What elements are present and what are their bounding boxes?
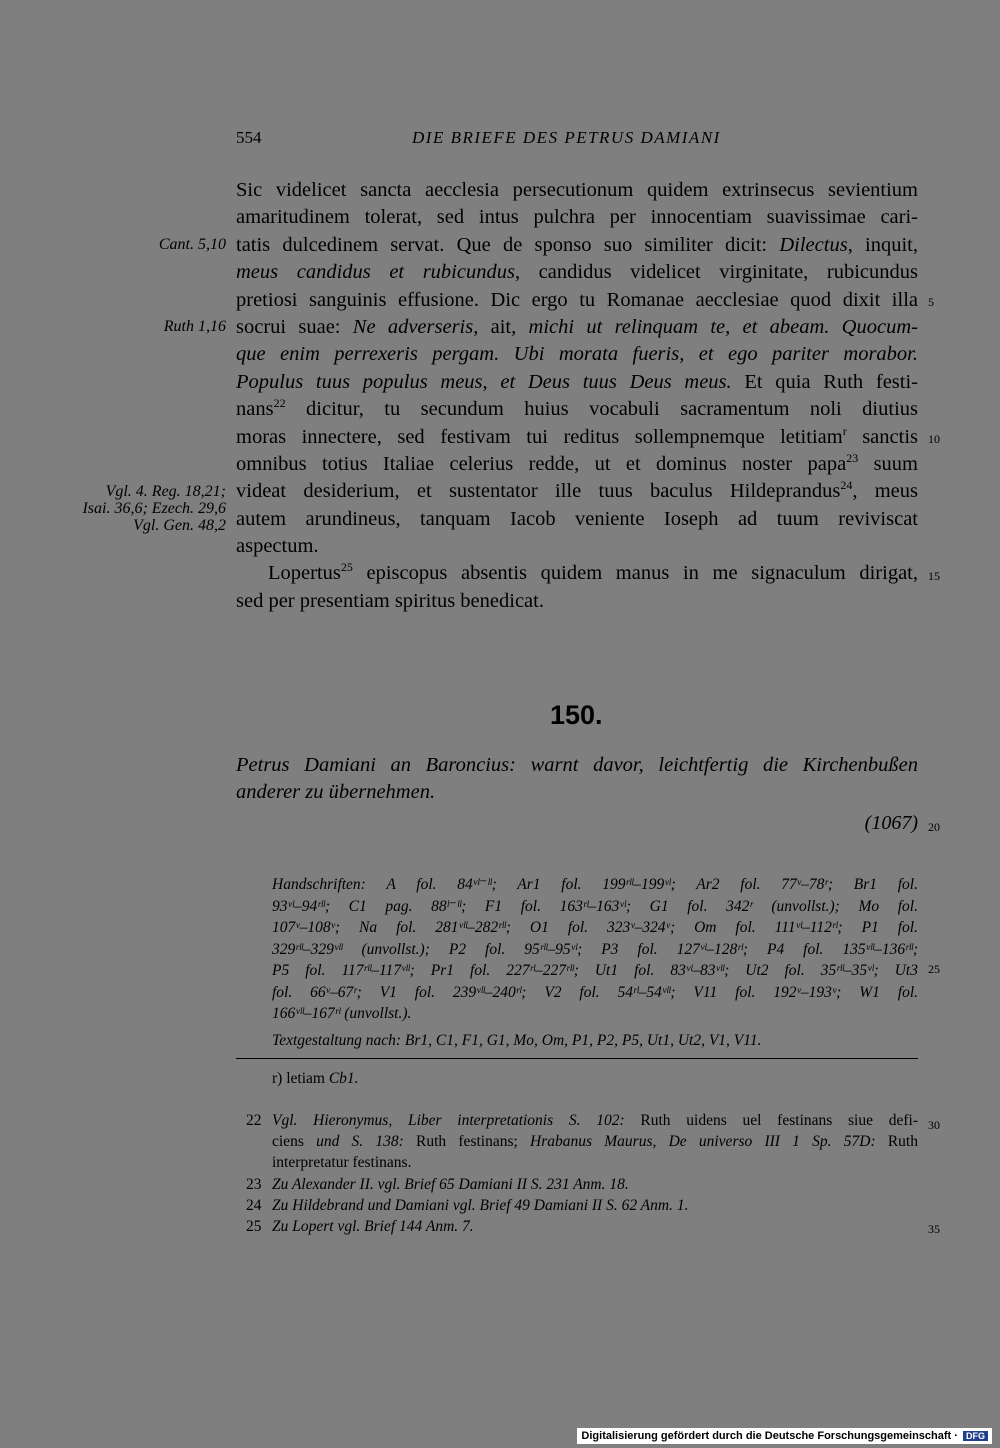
footnote-number: 22: [246, 1112, 262, 1129]
running-title: DIE BRIEFE DES PETRUS DAMIANI: [412, 128, 721, 147]
line-number: 25: [928, 962, 940, 976]
line-number: 20: [928, 820, 940, 834]
apparatus-line: 93ᵛˡ–94ʳˡˡ; C1 pag. 88ˡ⁻ˡˡ; F1 fol. 163ʳˡ–163ᵛˡ; G1 fol. 342ʳ (unvollst.); Mo fol.: [272, 897, 918, 915]
footnote: [236, 1110, 918, 1174]
margin-note: Vgl. Gen. 48,2: [133, 517, 226, 534]
footnote: [236, 1195, 918, 1216]
body-line: omnibus totius Italiae celerius redde, ut et dominus noster papa$^{23}$ suum: [236, 451, 918, 475]
apparatus-basis: Textgestaltung nach: Br1, C1, F1, G1, Mo, Om, P1, P2, P5, Ut1, Ut2, V1, V11.: [272, 1032, 762, 1049]
body-line: pretiosi sanguinis effusione. Dic ergo tu Romanae aecclesiae quod dixit illa: [236, 288, 918, 311]
body-line: Populus tuus populus meus, et Deus tuus Deus meus. Et quia Ruth festi-: [236, 370, 918, 393]
line-number: 15: [928, 569, 940, 583]
body-line: sed per presentiam spiritus benedicat.: [236, 589, 544, 612]
critical-note-siglum: Cb1.: [328, 1070, 359, 1087]
apparatus-line: 107ᵛ–108ᵛ; Na fol. 281ᵛˡˡ–282ʳˡˡ; O1 fol. 323ᵛ–324ᵛ; Om fol. 111ᵛˡ–112ʳˡ; P1 fol.: [272, 919, 918, 936]
line-number: 35: [928, 1222, 940, 1236]
critical-note-text: r) letiam: [272, 1070, 325, 1087]
apparatus-line: 329ʳˡˡ–329ᵛˡˡ (unvollst.); P2 fol. 95ʳˡˡ–95ᵛˡ; P3 fol. 127ᵛˡ–128ʳˡ; P4 fol. 135ᵛˡˡ–136ʳˡˡ;: [272, 940, 918, 958]
footnote-line: Zu Alexander II. vgl. Brief 65 Damiani II S. 231 Anm. 18.: [272, 1175, 629, 1193]
apparatus-line: P5 fol. 117ʳˡˡ–117ᵛˡˡ; Pr1 fol. 227ʳˡ–227ʳˡˡ; Ut1 fol. 83ᵛˡ–83ᵛˡˡ; Ut2 fol. 35ʳˡˡ–35ᵛˡ; Ut3: [272, 962, 918, 979]
apparatus-line: fol. 66ᵛ–67ʳ; V1 fol. 239ᵛˡˡ–240ʳˡ; V2 fol. 54ʳˡ–54ᵛˡˡ; V11 fol. 192ᵛ–193ᵛ; W1 fol.: [272, 983, 918, 1001]
body-line: tatis dulcedinem servat. Que de sponso suo similiter dicit: Dilectus, inquit,: [236, 233, 919, 256]
letter-body-text: [236, 177, 918, 615]
body-line: meus candidus et rubicundus, candidus videlicet virginitate, rubicundus: [236, 261, 918, 284]
body-line: Lopertus$^{25}$ episcopus absentis quidem manus in me signaculum dirigat,: [268, 560, 918, 585]
footnote-number: 25: [246, 1218, 262, 1236]
footnote-number: 24: [246, 1196, 262, 1214]
body-line: nans$^{22}$ dicitur, tu secundum huius vocabuli sacramentum noli diutius: [236, 396, 918, 421]
footer-text: Digitalisierung gefördert durch die Deutsche Forschungsgemeinschaft ·: [581, 1430, 958, 1442]
line-number: 5: [928, 295, 934, 309]
footnote: [236, 1216, 918, 1237]
footnotes: [236, 1110, 918, 1237]
footnote-line: Zu Lopert vgl. Brief 144 Anm. 7.: [272, 1218, 474, 1236]
summary-line: anderer zu übernehmen.: [236, 781, 436, 804]
footnote-line: interpretatur festinans.: [272, 1154, 412, 1172]
body-line: aspectum.: [236, 535, 319, 558]
apparatus-line: 166ᵛˡˡ–167ʳˡ (unvollst.).: [272, 1005, 412, 1022]
footnote-line: Vgl. Hieronymus, Liber interpretationis S. 102: Ruth uidens uel festinans siue defi-: [272, 1112, 918, 1129]
body-line: socrui suae: Ne adverseris, ait, michi ut relinquam te, et abeam. Quocum-: [236, 315, 918, 338]
line-number: 10: [928, 432, 940, 446]
manuscript-apparatus: [272, 874, 918, 1025]
letter-summary: [236, 750, 918, 807]
margin-note: Ruth 1,16: [163, 318, 226, 335]
footnote-number: 23: [246, 1175, 262, 1193]
margin-note: Cant. 5,10: [158, 236, 226, 253]
critical-note: [272, 1070, 359, 1088]
summary-line: Petrus Damiani an Baroncius: warnt davor, leichtfertig die Kirchenbußen: [236, 754, 918, 776]
line-number: 30: [928, 1118, 940, 1132]
body-line: que enim perrexeris pergam. Ubi morata fueris, et ego pariter morabor.: [236, 343, 918, 366]
margin-note: Isai. 36,6; Ezech. 29,6: [82, 500, 226, 517]
letter-date: (1067): [864, 812, 918, 834]
body-line: amaritudinem tolerat, sed intus pulchra per innocentiam suavissimae cari-: [236, 206, 918, 229]
apparatus-line: Handschriften: A fol. 84ᵛˡ⁻ˡˡ; Ar1 fol. 199ʳˡˡ–199ᵛˡ; Ar2 fol. 77ᵛ–78ʳ; Br1 fol.: [272, 876, 918, 893]
footer-credit[interactable]: [577, 1428, 992, 1444]
dfg-logo: DFG: [963, 1431, 988, 1441]
page-number: 554: [236, 128, 262, 147]
body-line: moras innectere, sed festivam tui reditus sollempnemque letitiam$^r$ sanctis: [236, 423, 918, 448]
footnote-rule: [236, 1058, 918, 1059]
footnote: [236, 1174, 918, 1195]
footnote-line: ciens und S. 138: Ruth festinans; Hrabanus Maurus, De universo III 1 Sp. 57D: Ruth: [272, 1133, 918, 1151]
margin-note: Vgl. 4. Reg. 18,21;: [105, 483, 226, 500]
letter-number: 150.: [550, 700, 603, 730]
body-line: Sic videlicet sancta aecclesia persecutionum quidem extrinsecus sevientium: [236, 179, 918, 201]
body-line: autem arundineus, tanquam Iacob veniente Ioseph ad tuum reviviscat: [236, 507, 918, 530]
body-line: videat desiderium, et sustentator ille tuus baculus Hildeprandus$^{24}$, meus: [236, 478, 918, 503]
footnote-line: Zu Hildebrand und Damiani vgl. Brief 49 Damiani II S. 62 Anm. 1.: [272, 1196, 689, 1214]
